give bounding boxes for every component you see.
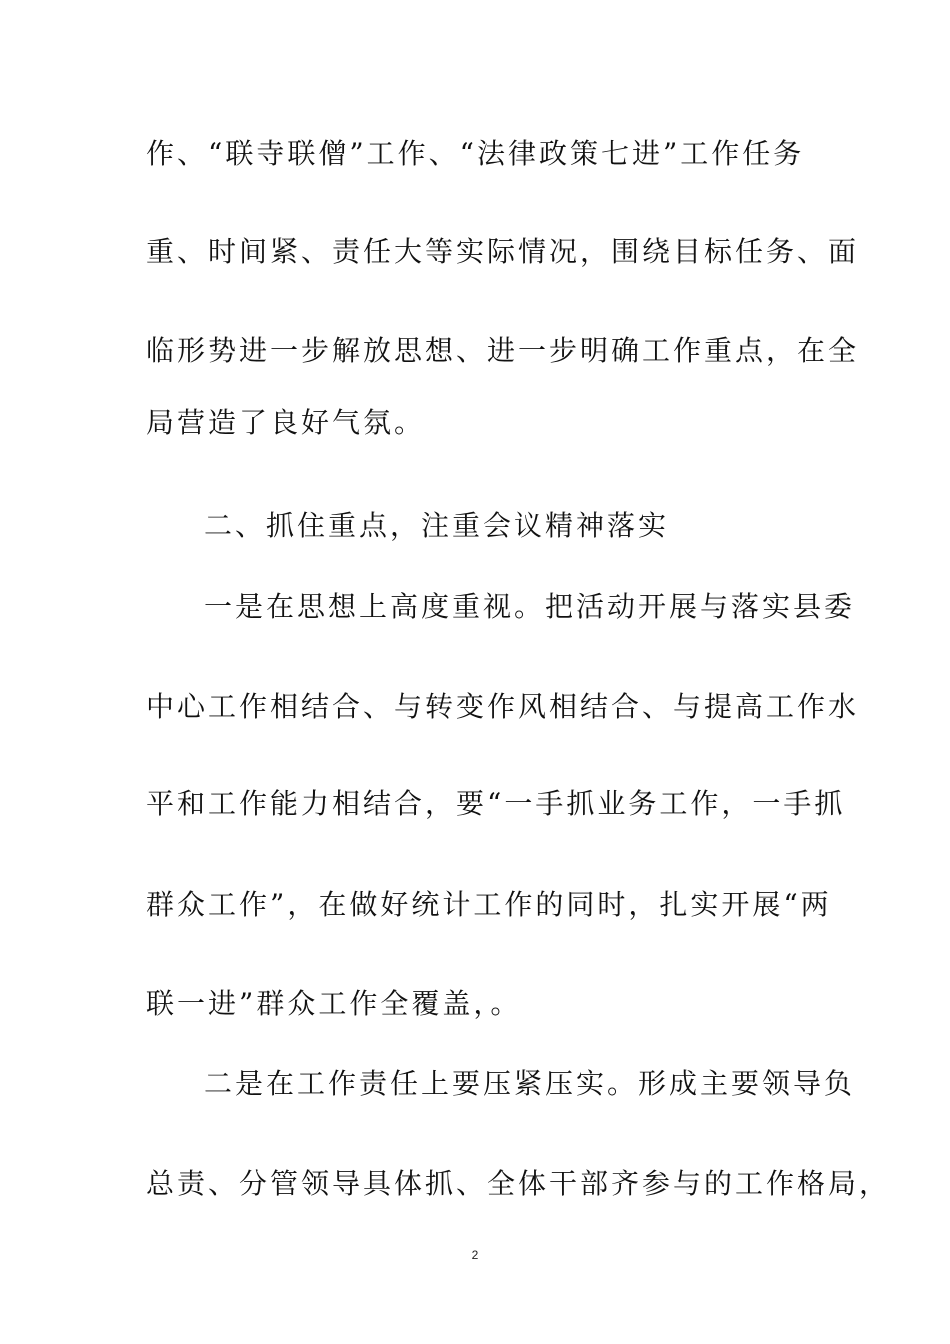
body-text-line: 总责、分管领导具体抓、全体干部齐参与的工作格局，: [146, 1167, 891, 1200]
body-text-line: 作、“联寺联僧”工作、“法律政策七进”工作任务: [146, 137, 805, 170]
paragraph-first-line: 二是在工作责任上要压紧压实。形成主要领导负: [204, 1067, 856, 1100]
page-number: 2: [471, 1248, 479, 1262]
body-text-line: 局营造了良好气氛。: [146, 406, 426, 439]
body-text-line: 群众工作”，在做好统计工作的同时，扎实开展“两: [146, 888, 832, 921]
paragraph-first-line: 一是在思想上高度重视。把活动开展与落实县委: [204, 590, 856, 623]
body-text-line: 联一进”群众工作全覆盖，。: [146, 987, 522, 1020]
body-text-line: 临形势进一步解放思想、进一步明确工作重点，在全: [146, 334, 860, 367]
body-text-line: 中心工作相结合、与转变作风相结合、与提高工作水: [146, 690, 860, 723]
body-text-line: 平和工作能力相结合，要“一手抓业务工作，一手抓: [146, 787, 846, 820]
body-text-line: 重、时间紧、责任大等实际情况，围绕目标任务、面: [146, 235, 860, 268]
section-heading: 二、抓住重点，注重会议精神落实: [204, 509, 670, 542]
